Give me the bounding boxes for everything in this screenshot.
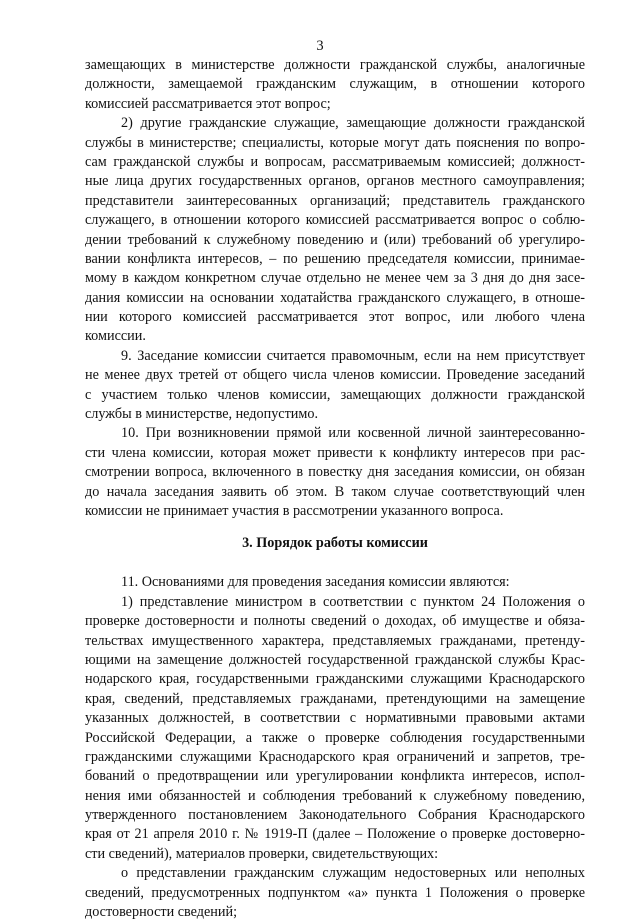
text-line: представители заинтересованных организаций; представитель гражданского (85, 192, 585, 209)
paragraph (85, 424, 585, 521)
text-line: замещающих в министерстве должности гражданской службы, аналогичные (85, 57, 585, 73)
text-line: бований о предотвращении или урегулировании конфликта интересов, испол- (85, 768, 585, 785)
text-line: комиссии. (85, 328, 146, 345)
text-line: нии которого комиссией рассматривается этот вопрос, или любого члена (85, 309, 585, 326)
text-line: службы в министерстве, недопустимо. (85, 406, 318, 423)
text-line: сти сведений), материалов проверки, свидетельствующих: (85, 845, 439, 862)
text-line: дении требований к служебному поведению и (или) требований об урегулиро- (85, 231, 585, 248)
text-line: 11. Основаниями для проведения заседания комиссии являются: (121, 574, 510, 591)
text-line: до начала заседания заявить об этом. В таком случае соответствующий член (85, 483, 585, 500)
text-line: нения ими обязанностей и соблюдения требований к служебному поведению, (85, 787, 585, 804)
paragraph (85, 56, 585, 114)
page-number: 3 (316, 38, 324, 54)
text-line: комиссии не принимает участия в рассмотрении указанного вопроса. (85, 502, 504, 519)
text-line: ные лица других государственных органов, органов местного самоуправления; (85, 173, 585, 190)
text-line: гражданскими служащими Краснодарского края ограничений и запретов, тре- (85, 748, 585, 765)
text-line: смотрении вопроса, включенного в повестку дня заседания комиссии, он обязан (85, 464, 585, 481)
text-line: о представлении гражданским служащим недостоверных или неполных (121, 865, 585, 882)
text-line: комиссией рассматривается этот вопрос; (85, 95, 331, 112)
text-line: 9. Заседание комиссии считается правомочным, если на нем присутствует (121, 347, 585, 364)
text-line: Российской Федерации, а также о проверке соблюдения государственными (85, 729, 585, 746)
text-line: тельствах имущественного характера, представляемых гражданами, претенду- (85, 632, 585, 649)
text-line: проверке достоверности и полноты сведений о доходах, об имуществе и обяза- (85, 613, 585, 630)
text-line: сведений, предусмотренных подпунктом «а» пункта 1 Положения о проверке (85, 884, 585, 901)
text-line: мому в каждом конкретном случае отдельно не менее чем за 3 дня до дня засе- (85, 270, 585, 287)
text-line: сти члена комиссии, которая может привести к конфликту интересов при рас- (85, 444, 585, 461)
text-line: служащего, в отношении которого комиссией рассматривается вопрос о соблю- (85, 212, 585, 229)
text-line: должности, замещаемой гражданским служащим, в отношении которого (85, 76, 585, 93)
text-line: сам гражданской службы и вопросам, рассматриваемым комиссией; должност- (85, 153, 585, 170)
text-line: указанных должностей, в соответствии с нормативными правовыми актами (85, 710, 585, 727)
paragraph (85, 347, 585, 425)
text-line: 1) представление министром в соответствии с пунктом 24 Положения о (121, 593, 585, 610)
paragraph (85, 114, 585, 347)
document-body (85, 56, 585, 922)
text-line: дания комиссии на основании ходатайства гражданского служащего, в отноше- (85, 289, 585, 306)
text-line: 2) другие гражданские служащие, замещающие должности гражданской (121, 115, 585, 132)
paragraph (85, 573, 585, 592)
paragraph (85, 864, 585, 922)
section-heading: 3. Порядок работы комиссии (242, 535, 428, 552)
text-line: не менее двух третей от общего числа членов комиссии. Проведение заседаний (85, 367, 585, 384)
text-line: службы в министерстве; специалисты, которые могут дать пояснения по вопро- (85, 134, 585, 151)
text-line: ющими на замещение должностей государственной гражданской службы Крас- (85, 651, 585, 668)
text-line: края, сведений, представляемых гражданами, претендующими на замещение (85, 690, 585, 707)
text-line: вании конфликта интересов, – по решению председателя комиссии, принимае- (85, 250, 585, 267)
text-line: 10. При возникновении прямой или косвенной личной заинтересованно- (121, 425, 585, 442)
text-line: нодарского края, государственными гражданскими служащими Краснодарского (85, 671, 585, 688)
text-line: с участием только членов комиссии, замещающих должности гражданской (85, 386, 585, 403)
text-line: достоверности сведений; (85, 904, 238, 921)
text-line: утвержденного постановлением Законодательного Собрания Краснодарского (85, 807, 585, 824)
paragraph (85, 593, 585, 864)
text-line: края от 21 апреля 2010 г. № 1919-П (далее – Положение о проверке достоверно- (85, 826, 585, 843)
